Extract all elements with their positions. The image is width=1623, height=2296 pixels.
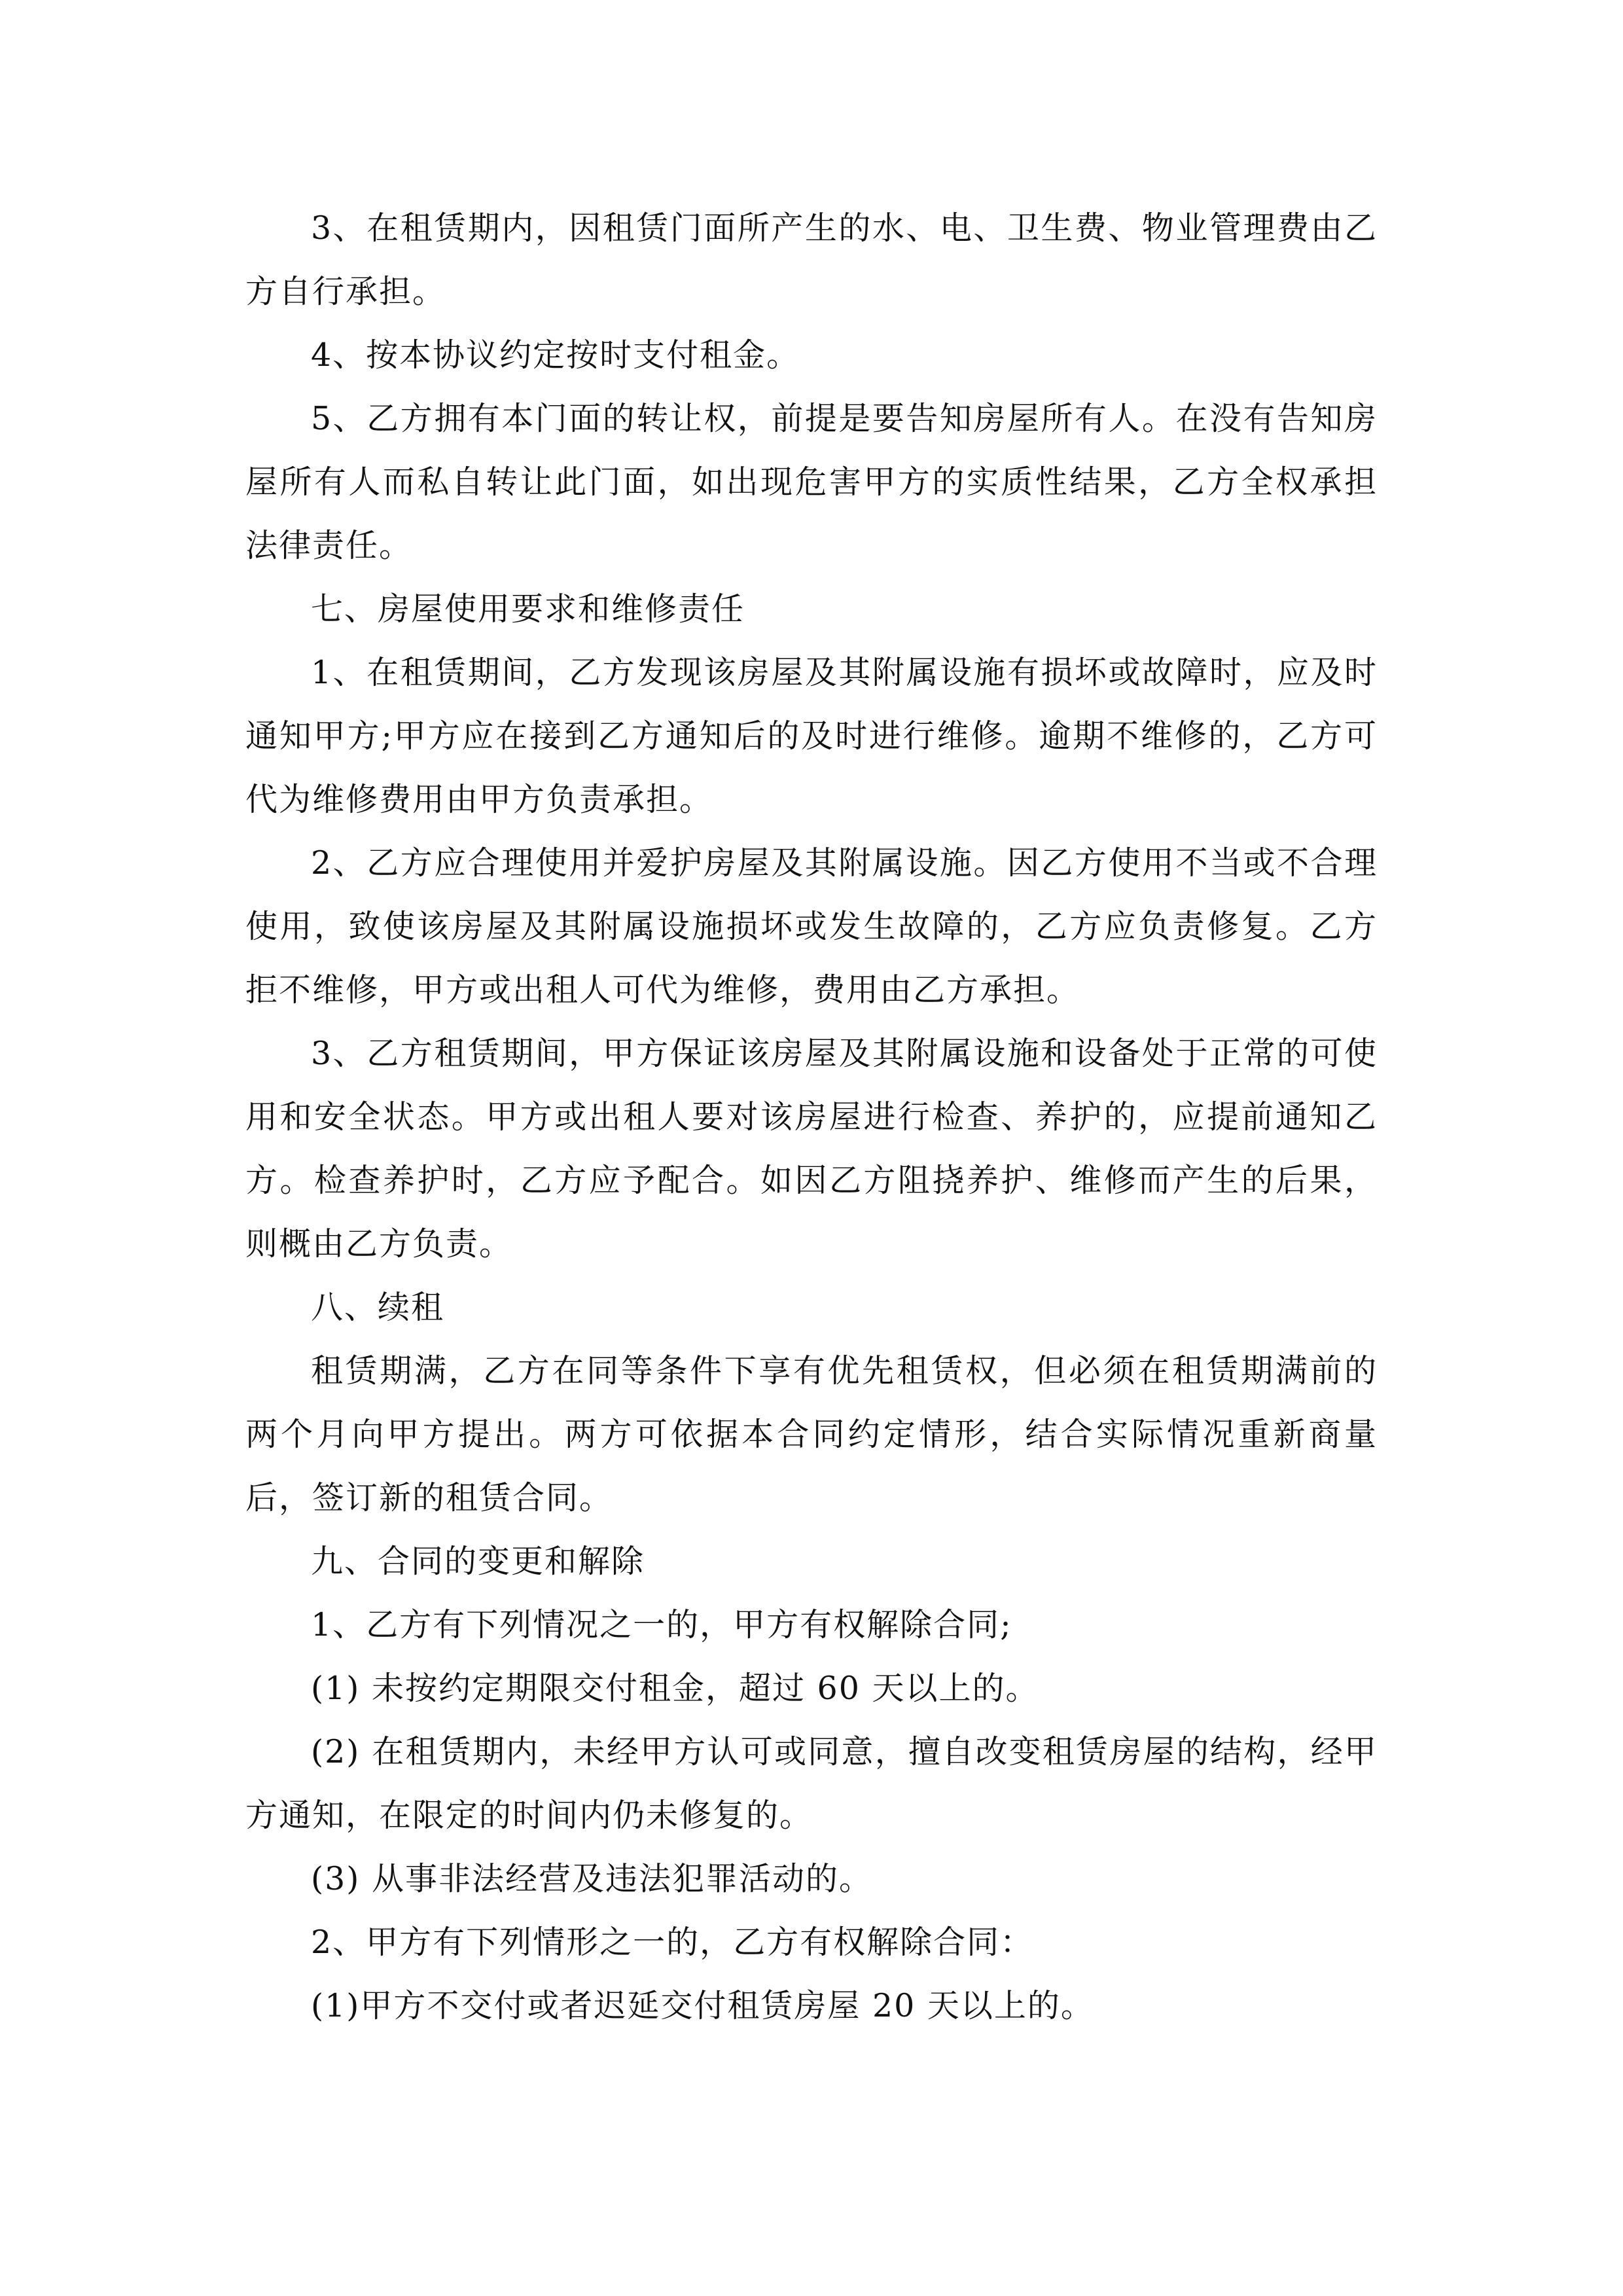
paragraph-8-renewal: 租赁期满，乙方在同等条件下享有优先租赁权，但必须在租赁期满前的两个月向甲方提出。两方可依据本合同约定情形，结合实际情况重新商量后，签订新的租赁合同。 [245,1352,1378,1516]
section-heading-8: 八、续租 [311,1289,445,1326]
paragraph-9-1-item-3: (3) 从事非法经营及违法犯罪活动的。 [311,1860,872,1897]
paragraph-clause-4-rent-payment: 4、按本协议约定按时支付租金。 [311,336,800,374]
paragraph-9-1-item-2: (2) 在租赁期内，未经甲方认可或同意，擅自改变租赁房屋的结构，经甲方通知，在限定的时间内仍未修复的。 [245,1733,1378,1834]
paragraph-7-2-proper-use: 2、乙方应合理使用并爱护房屋及其附属设施。因乙方使用不当或不合理使用，致使该房屋及其附属设施损坏或发生故障的，乙方应负责修复。乙方拒不维修，甲方或出租人可代为维修，费用由乙方承担。 [245,844,1378,1009]
paragraph-9-1-item-1: (1) 未按约定期限交付租金，超过 60 天以上的。 [311,1670,1039,1707]
paragraph-9-1-lessor-termination: 1、乙方有下列情况之一的，甲方有权解除合同; [311,1606,1012,1643]
document-body [245,196,1378,2037]
section-heading-7: 七、房屋使用要求和维修责任 [311,590,745,628]
paragraph-9-2-item-1: (1)甲方不交付或者迟延交付租赁房屋 20 天以上的。 [311,1987,1094,2024]
paragraph-7-3-safety-inspection: 3、乙方租赁期间，甲方保证该房屋及其附属设施和设备处于正常的可使用和安全状态。甲方或出租人要对该房屋进行检查、养护的，应提前通知乙方。检查养护时，乙方应予配合。如因乙方阻挠养护、维修而产生的后果，则概由乙方负责。 [245,1035,1378,1263]
paragraph-9-2-lessee-termination: 2、甲方有下列情形之一的，乙方有权解除合同： [311,1924,1034,1961]
paragraph-7-1-repair-notice: 1、在租赁期间，乙方发现该房屋及其附属设施有损坏或故障时，应及时通知甲方;甲方应在接到乙方通知后的及时进行维修。逾期不维修的，乙方可代为维修费用由甲方负责承担。 [245,654,1378,818]
paragraph-clause-5-transfer-right: 5、乙方拥有本门面的转让权，前提是要告知房屋所有人。在没有告知房屋所有人而私自转让此门面，如出现危害甲方的实质性结果，乙方全权承担法律责任。 [245,400,1378,564]
paragraph-clause-3-utilities: 3、在租赁期内，因租赁门面所产生的水、电、卫生费、物业管理费由乙方自行承担。 [245,209,1378,310]
section-heading-9: 九、合同的变更和解除 [311,1543,645,1580]
